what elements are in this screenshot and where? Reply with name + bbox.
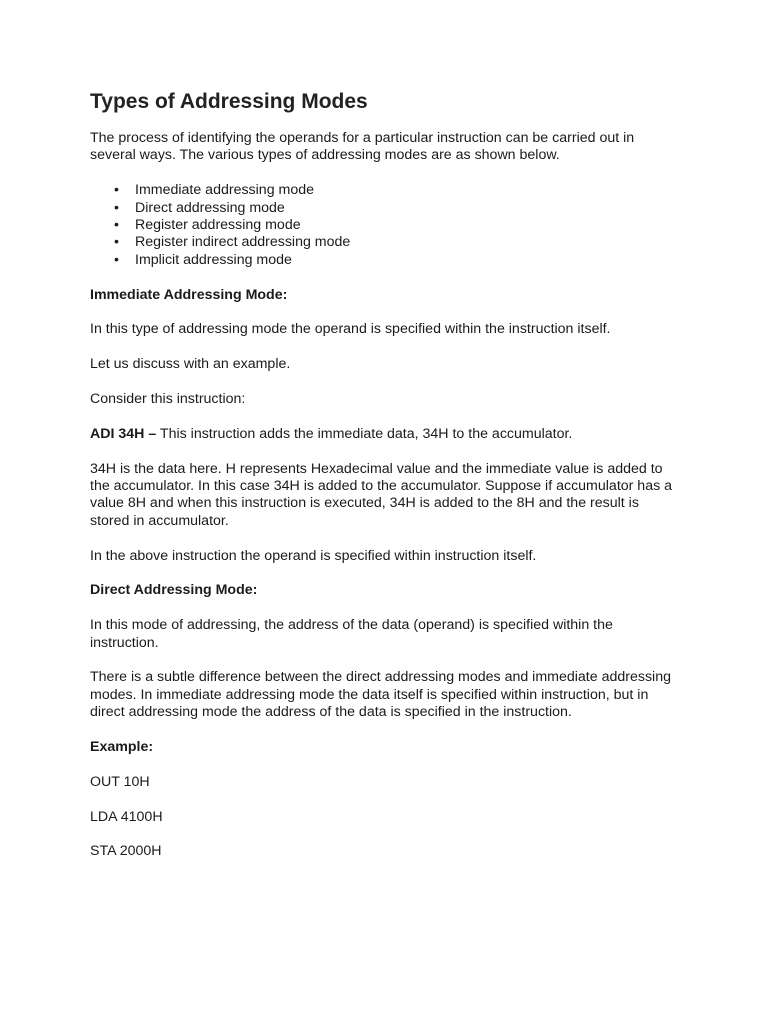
example-line: STA 2000H [90, 843, 162, 860]
list-item-text: Direct addressing mode [135, 199, 285, 216]
bullet-icon: • [114, 251, 119, 268]
bullet-icon: • [114, 182, 119, 199]
list-item [90, 234, 680, 251]
immediate-consider-line: Consider this instruction: [90, 391, 246, 408]
bullet-icon: • [114, 234, 119, 251]
list-item-text: Register addressing mode [135, 217, 301, 234]
list-item [90, 182, 680, 199]
immediate-summary: In the above instruction the operand is specified within instruction itself. [90, 547, 537, 564]
list-item-text: Implicit addressing mode [135, 251, 292, 268]
list-item [90, 217, 680, 234]
example-line: LDA 4100H [90, 808, 163, 825]
list-item-text: Immediate addressing mode [135, 182, 315, 199]
list-item [90, 252, 680, 269]
list-item [90, 200, 680, 217]
addressing-modes-list [90, 182, 680, 269]
document-page [90, 88, 680, 878]
immediate-discuss-line: Let us discuss with an example. [90, 356, 291, 373]
immediate-definition: In this type of addressing mode the operand is specified within the instruction itself. [90, 321, 611, 338]
intro-paragraph: The process of identifying the operands for a particular instruction can be carried out in several ways. The various types of addressing modes are as shown below. [90, 130, 635, 164]
immediate-mode-heading: Immediate Addressing Mode: [90, 286, 288, 303]
list-item-text: Register indirect addressing mode [135, 234, 351, 251]
page-title: Types of Addressing Modes [90, 90, 368, 113]
bullet-icon: • [114, 217, 119, 234]
direct-mode-heading: Direct Addressing Mode: [90, 582, 258, 599]
bullet-icon: • [114, 199, 119, 216]
direct-definition: In this mode of addressing, the address of the data (operand) is specified within the instruction. [90, 617, 613, 651]
example-heading: Example: [90, 739, 154, 756]
direct-difference-paragraph: There is a subtle difference between the direct addressing modes and immediate addressing modes. In immediate addressing mode the data itself is specified within instruction, but in direct addressing mode the address of the data is specified in the instruction. [90, 669, 671, 721]
example-instruction: ADI 34H – [90, 425, 157, 442]
example-description: This instruction adds the immediate data, 34H to the accumulator. [156, 425, 573, 442]
immediate-explanation: 34H is the data here. H represents Hexadecimal value and the immediate value is added to the accumulator. In this case 34H is added to the accumulator. Suppose if accumulator has a value 8H and when this instruction is executed, 34H is added to the 8H and the result is stored in accumulator. [90, 460, 673, 529]
immediate-example-paragraph [90, 426, 680, 443]
example-line: OUT 10H [90, 773, 150, 790]
